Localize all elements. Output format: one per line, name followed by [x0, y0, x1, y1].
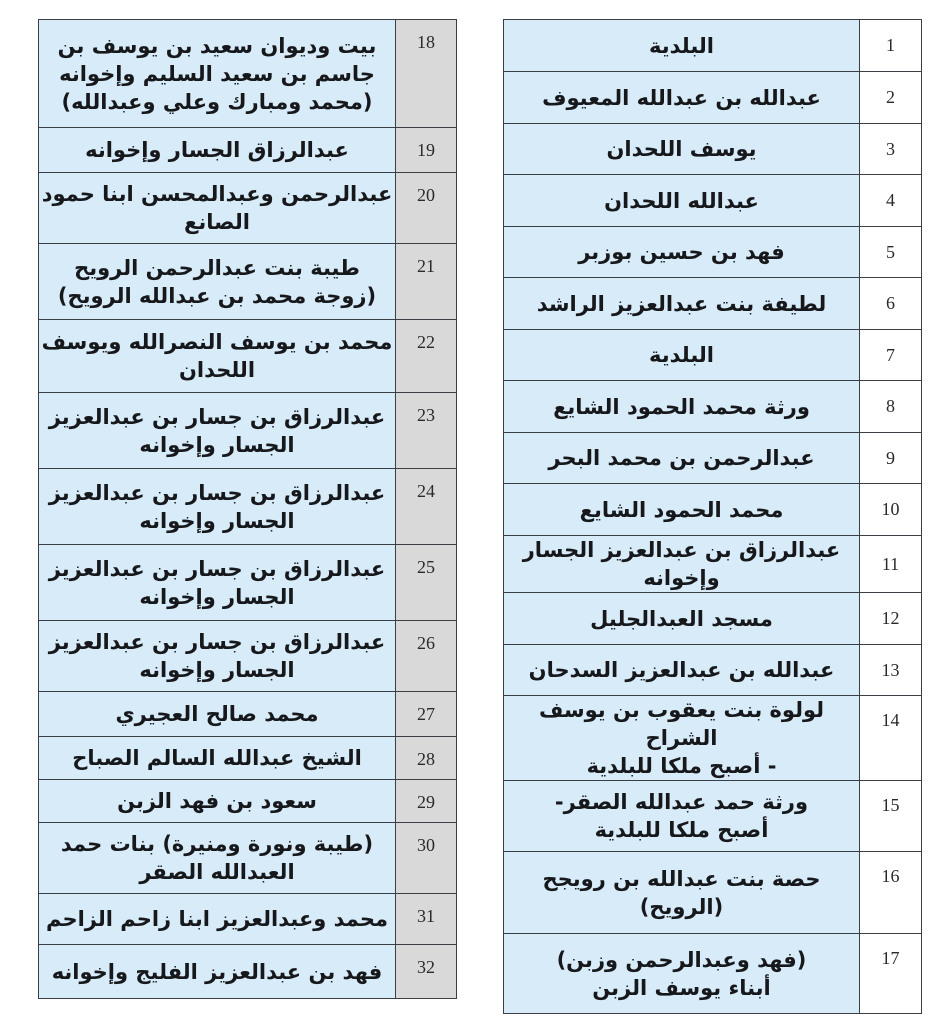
name-line: يوسف اللحدان — [606, 137, 757, 161]
row-number: 7 — [860, 330, 922, 381]
table-row — [39, 823, 457, 894]
table-row — [504, 381, 922, 433]
row-number: 20 — [396, 173, 457, 244]
name-cell — [39, 780, 396, 823]
name-line: عبدالرزاق بن جسار بن عبدالعزيز — [48, 556, 386, 581]
name-line: أبناء يوسف الزبن — [592, 975, 771, 1000]
row-number: 31 — [396, 894, 457, 945]
name-line: سعود بن فهد الزبن — [117, 789, 317, 813]
name-line: محمد صالح العجيري — [115, 702, 319, 726]
row-number: 18 — [396, 20, 457, 128]
name-line: عبدالرزاق الجسار وإخوانه — [85, 138, 349, 162]
name-line: الجسار وإخوانه — [139, 432, 295, 457]
name-line: الصانع — [184, 210, 250, 234]
row-number: 10 — [860, 484, 922, 536]
row-number: 24 — [396, 469, 457, 545]
name-line: أصبح ملكا للبلدية — [594, 818, 769, 842]
row-number: 23 — [396, 393, 457, 469]
name-line: جاسم بن سعيد السليم وإخوانه — [59, 61, 375, 86]
row-number: 32 — [396, 945, 457, 999]
name-cell — [504, 330, 860, 381]
table-row — [504, 593, 922, 645]
name-line: الشيخ عبدالله السالم الصباح — [72, 746, 362, 770]
row-number: 6 — [860, 278, 922, 330]
name-line: مسجد العبدالجليل — [590, 606, 773, 631]
name-line: عبدالله بن عبدالله المعيوف — [542, 85, 821, 110]
right-table-body — [504, 20, 922, 1014]
name-line: طيبة بنت عبدالرحمن الرويح — [74, 255, 360, 280]
name-line: العبدالله الصقر — [139, 860, 295, 884]
name-line: (طيبة ونورة ومنيرة) بنات حمد — [60, 832, 374, 856]
name-cell — [39, 469, 396, 545]
name-cell — [504, 696, 860, 781]
table-row — [39, 780, 457, 823]
table-row — [39, 20, 457, 128]
name-line: فهد بن حسين بوزبر — [578, 240, 785, 264]
name-cell — [504, 124, 860, 175]
name-line: عبدالله بن عبدالعزيز السدحان — [528, 658, 835, 682]
table-row — [39, 320, 457, 393]
row-number: 11 — [860, 536, 922, 593]
name-line: (زوجة محمد بن عبدالله الرويح) — [57, 283, 377, 308]
name-cell — [39, 393, 396, 469]
name-cell — [504, 433, 860, 484]
name-cell — [504, 593, 860, 645]
row-number: 17 — [860, 934, 922, 1014]
name-cell — [504, 536, 860, 593]
row-number: 5 — [860, 227, 922, 278]
row-number: 28 — [396, 737, 457, 780]
table-row — [39, 545, 457, 621]
name-line: فهد بن عبدالعزيز الفليج وإخوانه — [51, 959, 383, 984]
name-cell — [504, 852, 860, 934]
name-line: (الرويح) — [639, 894, 724, 919]
table-row — [39, 128, 457, 173]
name-line: عبدالرزاق بن عبدالعزيز الجسار وإخوانه — [522, 538, 841, 590]
row-number: 19 — [396, 128, 457, 173]
table-row — [39, 469, 457, 545]
row-number: 3 — [860, 124, 922, 175]
row-number: 30 — [396, 823, 457, 894]
name-line: الجسار وإخوانه — [139, 508, 295, 533]
name-line: عبدالرزاق بن جسار بن عبدالعزيز — [48, 480, 386, 505]
table-row — [39, 692, 457, 737]
name-cell — [39, 20, 396, 128]
name-line: محمد الحمود الشايع — [579, 497, 784, 522]
name-line: عبدالرزاق بن جسار بن عبدالعزيز — [48, 404, 386, 429]
table-row — [504, 852, 922, 934]
name-line: لولوة بنت يعقوب بن يوسف الشراح — [538, 698, 825, 750]
row-number: 12 — [860, 593, 922, 645]
row-number: 2 — [860, 72, 922, 124]
table-row — [39, 894, 457, 945]
row-number: 26 — [396, 621, 457, 692]
table-row — [504, 781, 922, 852]
name-line: عبدالرحمن بن محمد البحر — [548, 446, 815, 470]
name-line: محمد بن يوسف النصرالله ويوسف — [41, 330, 393, 354]
name-line: بيت وديوان سعيد بن يوسف بن — [57, 33, 377, 58]
table-row — [39, 621, 457, 692]
table-row — [504, 484, 922, 536]
name-cell — [504, 72, 860, 124]
table-row — [504, 175, 922, 227]
name-line: عبدالرزاق بن جسار بن عبدالعزيز — [48, 630, 386, 654]
name-cell — [39, 621, 396, 692]
table-row — [39, 945, 457, 999]
name-cell — [504, 381, 860, 433]
name-line: الجسار وإخوانه — [139, 584, 295, 609]
left-table-body — [39, 20, 457, 999]
name-cell — [39, 894, 396, 945]
left-table — [38, 19, 457, 999]
table-row — [39, 244, 457, 320]
name-cell — [39, 320, 396, 393]
table-row — [504, 227, 922, 278]
name-line: البلدية — [649, 33, 714, 58]
row-number: 1 — [860, 20, 922, 72]
name-cell — [39, 945, 396, 999]
name-line: ورثة محمد الحمود الشايع — [553, 394, 810, 419]
table-row — [39, 393, 457, 469]
row-number: 25 — [396, 545, 457, 621]
table-row — [504, 433, 922, 484]
table-row — [504, 72, 922, 124]
row-number: 21 — [396, 244, 457, 320]
name-line: البلدية — [649, 343, 714, 367]
name-cell — [39, 545, 396, 621]
table-row — [504, 645, 922, 696]
name-cell — [39, 823, 396, 894]
name-line: (محمد ومبارك وعلي وعبدالله) — [61, 89, 373, 114]
name-cell — [39, 173, 396, 244]
name-line: الجسار وإخوانه — [139, 658, 295, 682]
row-number: 27 — [396, 692, 457, 737]
row-number: 4 — [860, 175, 922, 227]
row-number: 16 — [860, 852, 922, 934]
name-line: (فهد وعبدالرحمن وزبن) — [556, 947, 807, 972]
name-cell — [39, 244, 396, 320]
table-row — [504, 20, 922, 72]
row-number: 14 — [860, 696, 922, 781]
row-number: 22 — [396, 320, 457, 393]
table-row — [504, 278, 922, 330]
row-number: 13 — [860, 645, 922, 696]
table-row — [504, 934, 922, 1014]
name-cell — [504, 175, 860, 227]
name-line: لطيفة بنت عبدالعزيز الراشد — [536, 291, 827, 316]
row-number: 15 — [860, 781, 922, 852]
row-number: 9 — [860, 433, 922, 484]
right-table — [503, 19, 922, 1014]
name-cell — [504, 934, 860, 1014]
name-line: عبدالله اللحدان — [604, 188, 759, 213]
name-line: ورثة حمد عبدالله الصقر- — [554, 790, 809, 814]
name-cell — [504, 278, 860, 330]
name-cell — [39, 692, 396, 737]
table-row — [39, 737, 457, 780]
name-cell — [504, 227, 860, 278]
name-cell — [504, 20, 860, 72]
table-row — [504, 124, 922, 175]
table-row — [504, 696, 922, 781]
table-row — [504, 330, 922, 381]
name-line: عبدالرحمن وعبدالمحسن ابنا حمود — [41, 182, 393, 206]
row-number: 8 — [860, 381, 922, 433]
name-line: محمد وعبدالعزيز ابنا زاحم الزاحم — [45, 907, 389, 931]
name-line: - أصبح ملكا للبلدية — [586, 754, 777, 778]
name-cell — [504, 484, 860, 536]
name-cell — [504, 645, 860, 696]
name-cell — [39, 128, 396, 173]
name-cell — [504, 781, 860, 852]
row-number: 29 — [396, 780, 457, 823]
name-cell — [39, 737, 396, 780]
name-line: اللحدان — [178, 358, 256, 382]
table-row — [504, 536, 922, 593]
name-line: حصة بنت عبدالله بن رويجح — [542, 866, 821, 891]
table-row — [39, 173, 457, 244]
